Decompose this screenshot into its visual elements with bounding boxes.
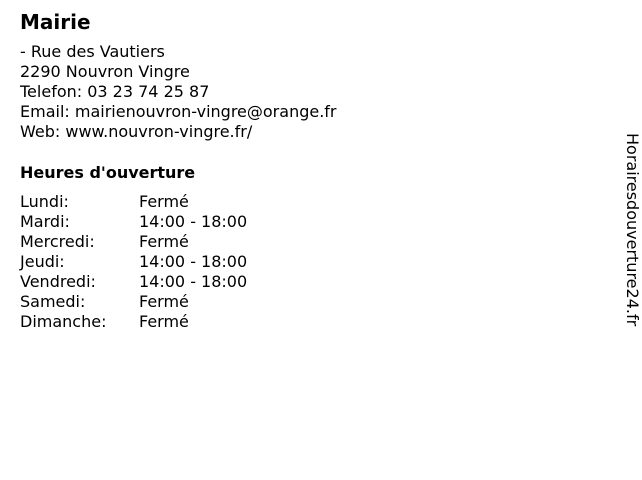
hours-day: Vendredi:: [20, 272, 96, 291]
hours-row-tuesday: [20, 212, 580, 232]
hours-time: 14:00 - 18:00: [139, 272, 248, 291]
hours-day: Samedi:: [20, 292, 86, 311]
email-line: Email: mairienouvron-vingre@orange.fr: [20, 102, 337, 121]
hours-row-thursday: [20, 252, 580, 272]
hours-row-wednesday: [20, 232, 580, 252]
business-card: [20, 10, 580, 332]
phone-line: Telefon: 03 23 74 25 87: [20, 82, 210, 101]
hours-day: Mercredi:: [20, 232, 95, 251]
site-watermark: Horairesdouverture24.fr: [623, 133, 642, 327]
hours-day: Jeudi:: [20, 252, 65, 271]
hours-time: Fermé: [139, 312, 189, 331]
hours-time: Fermé: [139, 232, 189, 251]
hours-time: 14:00 - 18:00: [139, 212, 248, 231]
address-street: - Rue des Vautiers: [20, 42, 165, 61]
hours-row-friday: [20, 272, 580, 292]
hours-table: [20, 192, 580, 332]
hours-heading: Heures d'ouverture: [20, 163, 196, 182]
hours-day: Dimanche:: [20, 312, 107, 331]
hours-time: Fermé: [139, 292, 189, 311]
hours-row-monday: [20, 192, 580, 212]
address-city: 2290 Nouvron Vingre: [20, 62, 190, 81]
hours-time: Fermé: [139, 192, 189, 211]
hours-time: 14:00 - 18:00: [139, 252, 248, 271]
hours-day: Lundi:: [20, 192, 69, 211]
business-name: Mairie: [20, 10, 91, 34]
web-line: Web: www.nouvron-vingre.fr/: [20, 122, 253, 141]
hours-day: Mardi:: [20, 212, 70, 231]
hours-row-saturday: [20, 292, 580, 312]
hours-row-sunday: [20, 312, 580, 332]
